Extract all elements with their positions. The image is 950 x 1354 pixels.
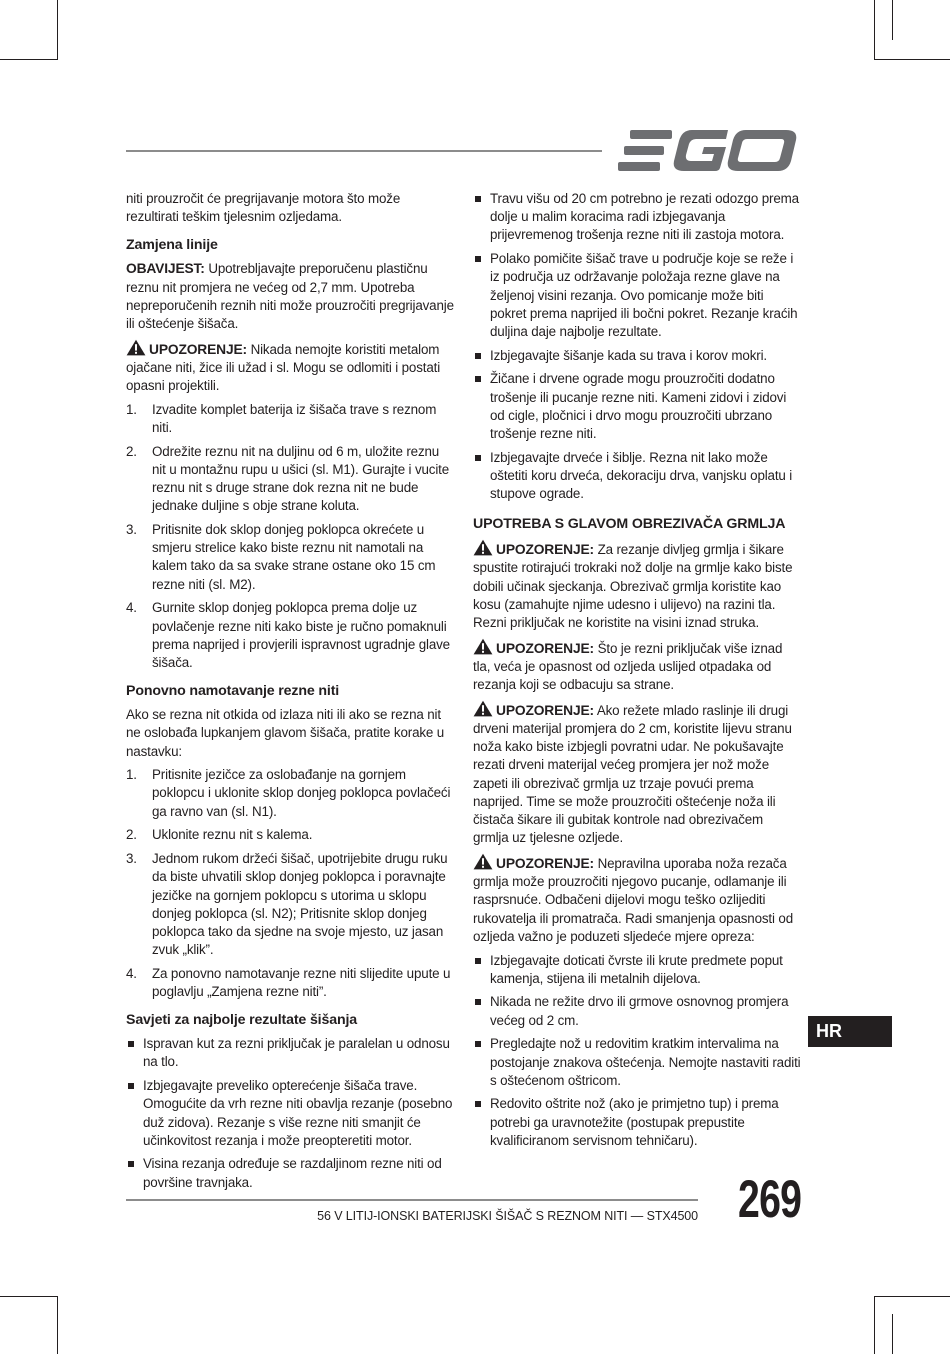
bullet-text: Izbjegavajte drveće i šiblje. Rezna nit lako može oštetiti koru drveća, dekoraciju drva, vanjsku oplatu i stupove ograde. [490,449,793,502]
warning-paragraph [473,638,801,695]
section-heading-rewind: Ponovno namotavanje rezne niti [126,683,340,700]
bullet-text: Ispravan kut za rezni priključak je paralelan u odnosu na tlo. [143,1036,450,1070]
page-number: 269 [738,1170,802,1229]
bullet-square-icon [128,1083,134,1089]
warning-text: Nikada nemojte koristiti metalom ojačane niti, žice ili užad i sl. Mogu se odlomiti i postati opasni projektili. [126,341,441,394]
section-heading-brush: UPOTREBA S GLAVOM OBREZIVAČA GRMLJA [473,516,786,533]
step-text: Jednom rukom držeći šišač, upotrijebite drugu ruku da biste uhvatili sklop donjeg poklopca i poravnajte jezičke na gornjem poklopcu s utorima u sklopu donjeg poklopca (sl. N2); Pritisnite sklop donjeg poklopca tako da sjedne na svoje mjesto, uz jasan zvuk „klik”. [152,851,448,958]
bullet-text: Polako pomičite šišač trave u područje koje se reže i iz područja uz održavanje položaja rezne glave na željenoj visini rezanja. Ovo pomicanje može biti pokret prema naprijed ili bočni pokret. Rezanje kraćih duljina daje najbolje rezultate. [490,251,798,339]
list-item [473,370,801,443]
crop-mark [0,59,58,60]
bullet-square-icon [128,1161,134,1167]
left-column [126,190,454,1197]
list-item [126,766,454,821]
step-text: Za ponovno namotavanje rezne niti slijedite upute u poglavlju „Zamjena rezne niti”. [152,965,451,1000]
list-item [126,443,454,516]
crop-mark [57,1296,58,1354]
step-number: 4. [126,600,137,616]
right-column [473,190,801,1156]
bullet-text: Redovito oštrite nož (ako je primjetno tup) i prema potrebi ga uravnotežite (postupak prepustite kvalificiranom servisnom tehničaru). [490,1096,779,1148]
crop-mark [57,0,58,60]
crop-mark [874,1296,875,1354]
intro-paragraph: niti prouzročit će pregrijavanje motora što može rezultirati teškim tjelesnim ozljedama. [126,191,401,225]
step-number: 2. [126,443,137,459]
crop-mark [0,1296,58,1297]
list-item [126,826,454,844]
crop-mark [874,1296,950,1297]
rewind-steps [126,766,454,1001]
list-item [126,965,454,1001]
footer-title: 56 V LITIJ-IONSKI BATERIJSKI ŠIŠAČ S REZNOM NITI — STX4500 [317,1209,698,1223]
bullet-square-icon [475,455,481,461]
warning-label: UPOZORENJE: [149,341,248,357]
language-tab-label: HR [816,1021,842,1041]
warning-label: UPOZORENJE: [496,640,595,656]
bullet-text: Visina rezanja određuje se razdaljinom rezne niti od površine travnjaka. [143,1156,442,1190]
warning-triangle-icon [473,700,493,717]
list-item [126,401,454,437]
bullet-square-icon [128,1041,134,1047]
step-text: Izvadite komplet baterija iz šišača trave s reznom niti. [152,401,437,436]
bullet-text: Travu višu od 20 cm potrebno je rezati odozgo prema dolje u malim koracima radi izbjegavanja prijevremenog trošenja rezne niti ili zastoja motora. [490,191,799,243]
section-heading-tips: Savjeti za najbolje rezultate šišanja [126,1012,358,1029]
header-rule [126,150,602,152]
bullet-text: Izbjegavajte doticati čvrste ili krute predmete poput kamenja, stijena ili metalnih dijelova. [490,952,783,986]
warning-triangle-icon [473,539,493,556]
tips-list [126,1035,454,1192]
warning-paragraph [473,539,801,632]
warning-label: UPOZORENJE: [496,702,595,718]
bullet-text: Izbjegavajte šišanje kada su trava i korov mokri. [490,347,767,363]
crop-mark [892,1314,893,1354]
list-item [126,1155,454,1191]
warning-text: Što je rezni priključak više iznad tla, veća je opasnost od ozljeda uslijed otpadaka od rezanja koji se odbacuju sa strane. [473,640,783,693]
warning-triangle-icon [126,339,146,356]
warning-label: UPOZORENJE: [496,856,595,871]
list-item [473,250,801,341]
crop-mark [892,0,893,40]
list-item [473,993,801,1029]
warning-paragraph [473,853,801,946]
step-number: 3. [126,522,137,538]
list-item [473,1095,801,1150]
crop-mark [874,0,875,60]
step-number: 2. [126,827,137,843]
warning-label: UPOZORENJE: [496,542,595,558]
bullet-square-icon [475,958,481,964]
rewind-intro: Ako se rezna nit otkida od izlaza niti ili ako se rezna nit ne oslobađa lupkanjem glavom šišača, pratite korake u nastavku: [126,707,445,759]
bullet-square-icon [475,353,481,359]
warning-text: Ako režete mlado raslinje ili drugi drveni materijal promjera do 2 cm, koristite lijevu stranu noža kako biste izbjegli povratni udar. Ne pokušavajte rezati drveni materijal većeg promjera jer nož može zapeti ili obrezivač grmlja uz trzaje povući prema naprijed. Time se može prouzročiti oštećenje noža ili čistača šikare ili gubitak kontrole nad obrezivačem grmlja uz tjelesne ozljede. [473,702,792,846]
bullet-square-icon [475,1041,481,1047]
step-text: Pritisnite dok sklop donjeg poklopca okrećete u smjeru strelice kako biste reznu nit namotali na kalem tako da sa svake strane ostane oko 15 cm rezne niti (sl. M2). [152,522,436,592]
list-item [126,599,454,672]
tips-list-continued [473,190,801,503]
step-number: 3. [126,851,137,867]
list-item [126,1035,454,1071]
list-item [473,347,801,365]
bullet-square-icon [475,999,481,1005]
bullet-square-icon [475,256,481,262]
list-item [473,190,801,245]
bullet-text: Žičane i drvene ograde mogu prouzročiti dodatno trošenje ili pucanje rezne niti. Kameni zidovi i zidovi od cigle, pločnici i drvo mogu prouzročiti ubrzano trošenje rezne niti. [490,371,787,441]
bullet-text: Pregledajte nož u redovitim kratkim intervalima na postojanje znakova oštećenja. Nemojte nastaviti raditi s oštećenom oštricom. [490,1036,801,1088]
warning-paragraph [126,339,454,396]
bullet-text: Nikada ne režite drvo ili grmove osnovnog promjera većeg od 2 cm. [490,994,789,1028]
language-tab [808,1016,892,1047]
brush-precautions-list [473,952,801,1151]
footer-rule [126,1199,698,1201]
crop-mark [874,59,950,60]
bullet-square-icon [475,376,481,382]
bullet-square-icon [475,1101,481,1107]
list-item [473,1035,801,1090]
bullet-text: Izbjegavajte preveliko opterećenje šišača trave. Omogućite da vrh rezne niti obavlja rezanje (posebno duž zidova). Rezanje s više rezne niti smanjit će učinkovitost rezanja i može preopteretiti motor. [143,1078,453,1148]
notice-text: Upotrebljavajte preporučenu plastičnu reznu nit promjera ne većeg od 2,7 mm. Upotreba nepreporučenih reznih niti može prouzročiti pregrijavanje ili oštećenje šišača. [126,261,454,332]
ego-logo [616,128,800,174]
step-number: 1. [126,767,137,783]
list-item [126,521,454,594]
warning-paragraph [473,700,801,848]
list-item [126,1077,454,1150]
warning-text: Nepravilna uporaba noža rezača grmlja može prouzročiti njegovo pucanje, odlamanje ili rasprsnuće. Odbačeni dijelovi mogu teško ozlijediti rukovatelja ili promatrača. Radi smanjenja opasnosti od ozljeda važno je poduzeti sljedeće mjere opreza: [473,856,793,944]
step-number: 1. [126,401,137,417]
step-text: Pritisnite jezičce za oslobađanje na gornjem poklopcu i uklonite sklop donjeg poklopca povlačeći ga ravno van (sl. N1). [152,767,451,819]
step-text: Odrežite reznu nit na duljinu od 6 m, uložite reznu nit u montažnu rupu u ušici (sl. M1). Gurajte i vucite reznu nit s druge strane dok rezna nit ne bude jednake duljine s obje strane koluta. [152,443,450,514]
step-text: Gurnite sklop donjeg poklopca prema dolje uz povlačenje rezne niti kako biste je ručno pomaknuli prema naprijed i provjerili ispravnost ugradnje glave šišača. [152,600,450,670]
warning-triangle-icon [473,853,493,870]
warning-text: Za rezanje divljeg grmlja i šikare spustite rotirajući trokraki nož dolje na grmlje kako biste dobili učinak sjeckanja. Obrezivač grmlja koristite kao kosu (zamahujte njime udesno i ulijevo) na razini tla. Rezni priključak ne koristite na visini iznad struka. [473,542,793,631]
warning-triangle-icon [473,638,493,655]
section-heading-line-replace: Zamjena linije [126,237,218,254]
line-replace-steps [126,401,454,672]
notice-label: OBAVIJEST: [126,261,205,277]
list-item [126,850,454,959]
step-number: 4. [126,965,137,981]
list-item [473,449,801,504]
step-text: Uklonite reznu nit s kalema. [152,827,313,843]
list-item [473,952,801,988]
notice-paragraph [126,260,454,333]
bullet-square-icon [475,196,481,202]
